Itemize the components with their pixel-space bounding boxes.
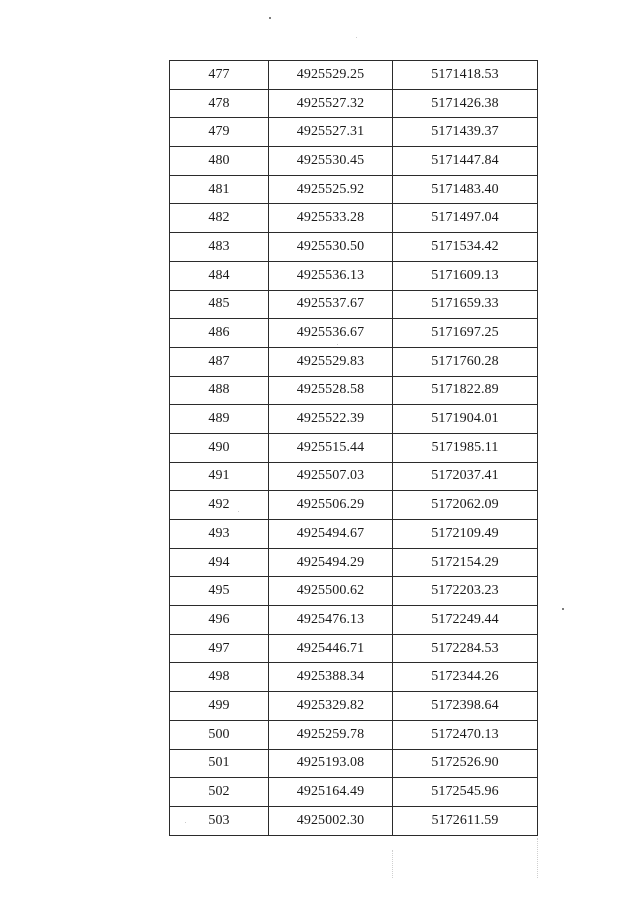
y-coordinate-cell: 5171418.53 <box>393 61 538 90</box>
table-row <box>170 749 538 778</box>
y-coordinate-cell: 5171822.89 <box>393 376 538 405</box>
x-coordinate-cell: 4925527.32 <box>269 89 393 118</box>
point-number-cell: 492 <box>170 491 269 520</box>
x-coordinate-cell: 4925537.67 <box>269 290 393 319</box>
table-row <box>170 376 538 405</box>
x-coordinate-cell: 4925515.44 <box>269 433 393 462</box>
y-coordinate-cell: 5172203.23 <box>393 577 538 606</box>
point-number-cell: 501 <box>170 749 269 778</box>
x-coordinate-cell: 4925500.62 <box>269 577 393 606</box>
y-coordinate-cell: 5171534.42 <box>393 233 538 262</box>
point-number-cell: 503 <box>170 806 269 835</box>
table-row <box>170 806 538 835</box>
x-coordinate-cell: 4925506.29 <box>269 491 393 520</box>
table-row <box>170 319 538 348</box>
x-coordinate-cell: 4925329.82 <box>269 692 393 721</box>
table-row <box>170 405 538 434</box>
point-number-cell: 496 <box>170 606 269 635</box>
y-coordinate-cell: 5172611.59 <box>393 806 538 835</box>
table-row <box>170 147 538 176</box>
y-coordinate-cell: 5171483.40 <box>393 175 538 204</box>
point-number-cell: 486 <box>170 319 269 348</box>
table-row <box>170 462 538 491</box>
y-coordinate-cell: 5172545.96 <box>393 778 538 807</box>
y-coordinate-cell: 5171609.13 <box>393 261 538 290</box>
x-coordinate-cell: 4925507.03 <box>269 462 393 491</box>
table-row <box>170 433 538 462</box>
x-coordinate-cell: 4925533.28 <box>269 204 393 233</box>
x-coordinate-cell: 4925522.39 <box>269 405 393 434</box>
x-coordinate-cell: 4925529.25 <box>269 61 393 90</box>
x-coordinate-cell: 4925164.49 <box>269 778 393 807</box>
x-coordinate-cell: 4925476.13 <box>269 606 393 635</box>
point-number-cell: 482 <box>170 204 269 233</box>
y-coordinate-cell: 5172109.49 <box>393 520 538 549</box>
y-coordinate-cell: 5172154.29 <box>393 548 538 577</box>
table-row <box>170 634 538 663</box>
x-coordinate-cell: 4925446.71 <box>269 634 393 663</box>
y-coordinate-cell: 5171659.33 <box>393 290 538 319</box>
y-coordinate-cell: 5172249.44 <box>393 606 538 635</box>
point-number-cell: 484 <box>170 261 269 290</box>
point-number-cell: 488 <box>170 376 269 405</box>
y-coordinate-cell: 5171760.28 <box>393 347 538 376</box>
point-number-cell: 479 <box>170 118 269 147</box>
y-coordinate-cell: 5172526.90 <box>393 749 538 778</box>
scan-speck <box>269 17 271 19</box>
x-coordinate-cell: 4925002.30 <box>269 806 393 835</box>
table-row <box>170 520 538 549</box>
y-coordinate-cell: 5171697.25 <box>393 319 538 348</box>
point-number-cell: 500 <box>170 720 269 749</box>
coordinates-table-body <box>170 61 538 836</box>
table-row <box>170 347 538 376</box>
point-number-cell: 485 <box>170 290 269 319</box>
point-number-cell: 493 <box>170 520 269 549</box>
table-row <box>170 61 538 90</box>
table-row <box>170 491 538 520</box>
x-coordinate-cell: 4925527.31 <box>269 118 393 147</box>
table-row <box>170 606 538 635</box>
point-number-cell: 481 <box>170 175 269 204</box>
scan-artifact-line <box>392 850 394 878</box>
point-number-cell: 491 <box>170 462 269 491</box>
table-row <box>170 290 538 319</box>
table-row <box>170 118 538 147</box>
table-row <box>170 577 538 606</box>
coordinates-table <box>169 60 538 836</box>
table-row <box>170 778 538 807</box>
scan-speck <box>562 608 564 610</box>
table-row <box>170 89 538 118</box>
point-number-cell: 477 <box>170 61 269 90</box>
x-coordinate-cell: 4925525.92 <box>269 175 393 204</box>
table-row <box>170 692 538 721</box>
point-number-cell: 499 <box>170 692 269 721</box>
point-number-cell: 480 <box>170 147 269 176</box>
x-coordinate-cell: 4925536.67 <box>269 319 393 348</box>
x-coordinate-cell: 4925494.29 <box>269 548 393 577</box>
x-coordinate-cell: 4925193.08 <box>269 749 393 778</box>
y-coordinate-cell: 5172284.53 <box>393 634 538 663</box>
scan-artifact-line <box>537 838 539 878</box>
point-number-cell: 478 <box>170 89 269 118</box>
x-coordinate-cell: 4925388.34 <box>269 663 393 692</box>
point-number-cell: 494 <box>170 548 269 577</box>
y-coordinate-cell: 5171426.38 <box>393 89 538 118</box>
y-coordinate-cell: 5171439.37 <box>393 118 538 147</box>
table-row <box>170 204 538 233</box>
point-number-cell: 489 <box>170 405 269 434</box>
y-coordinate-cell: 5172344.26 <box>393 663 538 692</box>
scan-speck <box>356 37 357 38</box>
table-row <box>170 175 538 204</box>
table-row <box>170 663 538 692</box>
table-row <box>170 233 538 262</box>
x-coordinate-cell: 4925259.78 <box>269 720 393 749</box>
y-coordinate-cell: 5171904.01 <box>393 405 538 434</box>
y-coordinate-cell: 5172037.41 <box>393 462 538 491</box>
point-number-cell: 483 <box>170 233 269 262</box>
table-row <box>170 548 538 577</box>
y-coordinate-cell: 5172470.13 <box>393 720 538 749</box>
point-number-cell: 498 <box>170 663 269 692</box>
point-number-cell: 502 <box>170 778 269 807</box>
point-number-cell: 497 <box>170 634 269 663</box>
table-row <box>170 720 538 749</box>
y-coordinate-cell: 5171497.04 <box>393 204 538 233</box>
point-number-cell: 490 <box>170 433 269 462</box>
x-coordinate-cell: 4925528.58 <box>269 376 393 405</box>
y-coordinate-cell: 5171447.84 <box>393 147 538 176</box>
x-coordinate-cell: 4925530.45 <box>269 147 393 176</box>
y-coordinate-cell: 5172398.64 <box>393 692 538 721</box>
x-coordinate-cell: 4925536.13 <box>269 261 393 290</box>
table-row <box>170 261 538 290</box>
point-number-cell: 487 <box>170 347 269 376</box>
x-coordinate-cell: 4925529.83 <box>269 347 393 376</box>
x-coordinate-cell: 4925494.67 <box>269 520 393 549</box>
point-number-cell: 495 <box>170 577 269 606</box>
x-coordinate-cell: 4925530.50 <box>269 233 393 262</box>
y-coordinate-cell: 5172062.09 <box>393 491 538 520</box>
y-coordinate-cell: 5171985.11 <box>393 433 538 462</box>
